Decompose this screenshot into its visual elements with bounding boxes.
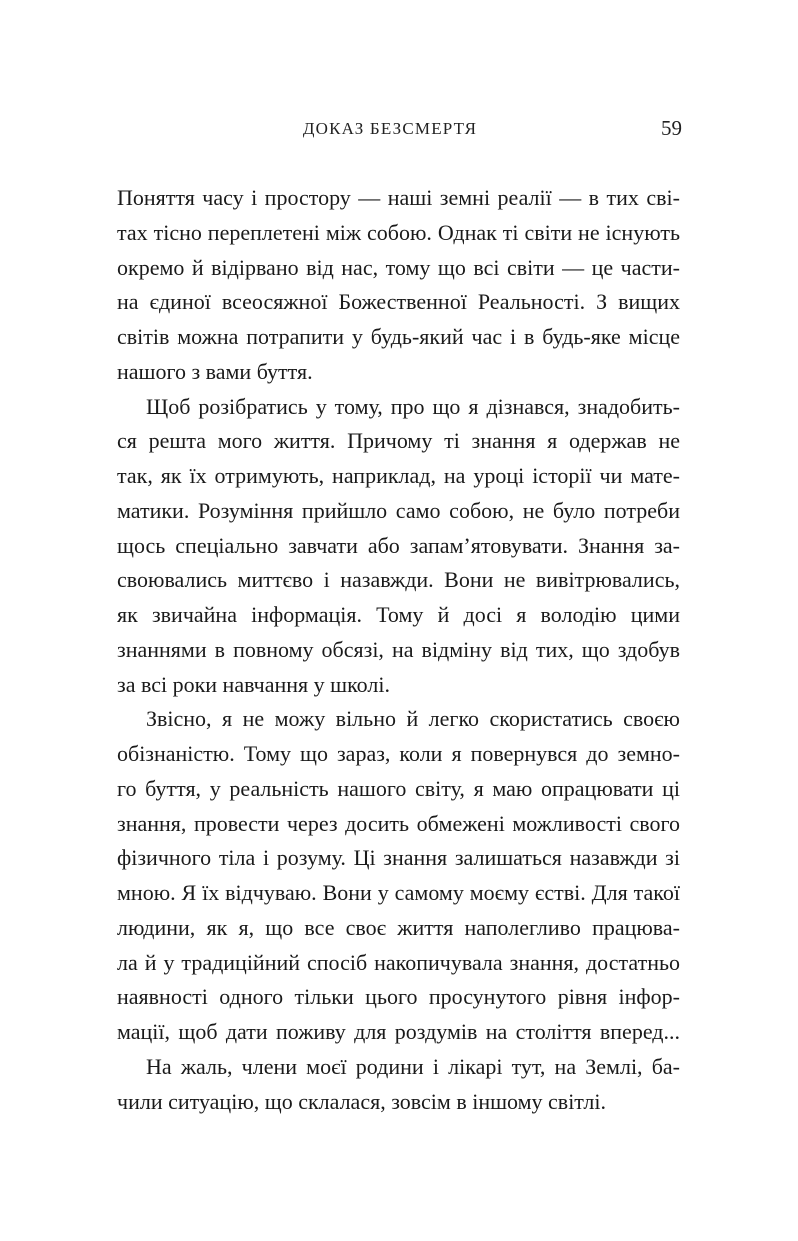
text-line: тах тісно переплетені між собою. Однак ті світи не існують: [117, 219, 680, 245]
body-text: [117, 181, 680, 1119]
text-line: світів можна потрапити у будь-який час і в будь-яке місце: [117, 324, 680, 349]
paragraph: [117, 390, 680, 703]
text-line: мації, щоб дати поживу для роздумів на століття вперед...: [117, 1019, 680, 1044]
paragraph: [117, 1050, 680, 1120]
paragraph: [117, 181, 680, 390]
text-line-indented: [117, 702, 680, 737]
text-line: обізнаністю. Тому що зараз, коли я повернувся до земно-: [117, 741, 680, 766]
text-line: матики. Розуміння прийшло само собою, не було потреби: [117, 497, 680, 523]
text-line: нашого з вами буття.: [117, 358, 313, 384]
text-line: мною. Я їх відчуваю. Вони у самому моєму єстві. Для такої: [117, 880, 680, 905]
text-line: фізичного тіла і розуму. Ці знання залишаться назавжди зі: [117, 845, 680, 871]
text-line: своювались миттєво і назавжди. Вони не вивітрювались,: [117, 567, 680, 593]
text-line: чили ситуацію, що склалася, зовсім в іншому світлі.: [117, 1088, 606, 1114]
text-line: знання, провести через досить обмежені можливості свого: [117, 810, 680, 836]
paragraph: [117, 702, 680, 1050]
text-line: наявності одного тільки цього просунутого рівня інфор-: [117, 984, 680, 1010]
text-line: людини, як я, що все своє життя наполегливо працюва-: [117, 914, 680, 940]
text-line: як звичайна інформація. Тому й досі я володію цими: [117, 602, 680, 627]
text-line-indented: [117, 1050, 680, 1085]
text-line-indented: [117, 390, 680, 425]
text-line: окремо й відірвано від нас, тому що всі світи — це части-: [117, 254, 680, 280]
running-title: ДОКАЗ БЕЗСМЕРТЯ: [302, 119, 478, 138]
text-line: за всі роки навчання у школі.: [117, 671, 390, 697]
text-line: ла й у традиційний спосіб накопичувала знання, достатньо: [117, 949, 680, 975]
text-line: щось спеціально завчати або запам’ятовувати. Знання за-: [117, 532, 680, 558]
text-line: Поняття часу і простору — наші земні реалії — в тих сві-: [117, 185, 680, 210]
text-line: так, як їх отримують, наприклад, на уроці історії чи мате-: [117, 463, 680, 488]
text-line: знаннями в повному обсязі, на відміну від тих, що здобув: [117, 636, 680, 662]
page-number: 59: [661, 116, 682, 140]
line-text: Щоб розібратись у тому, про що я дізнався, знадобить-: [146, 393, 680, 419]
line-text: На жаль, члени моєї родини і лікарі тут, на Землі, ба-: [146, 1053, 680, 1079]
text-line: на єдиної всеосяжної Божественної Реальності. З вищих: [117, 289, 680, 315]
text-line: го буття, у реальність нашого світу, я маю опрацювати ці: [117, 775, 680, 801]
line-text: Звісно, я не можу вільно й легко скористатись своєю: [146, 706, 680, 732]
text-line: ся решта мого життя. Причому ті знання я одержав не: [117, 428, 680, 454]
